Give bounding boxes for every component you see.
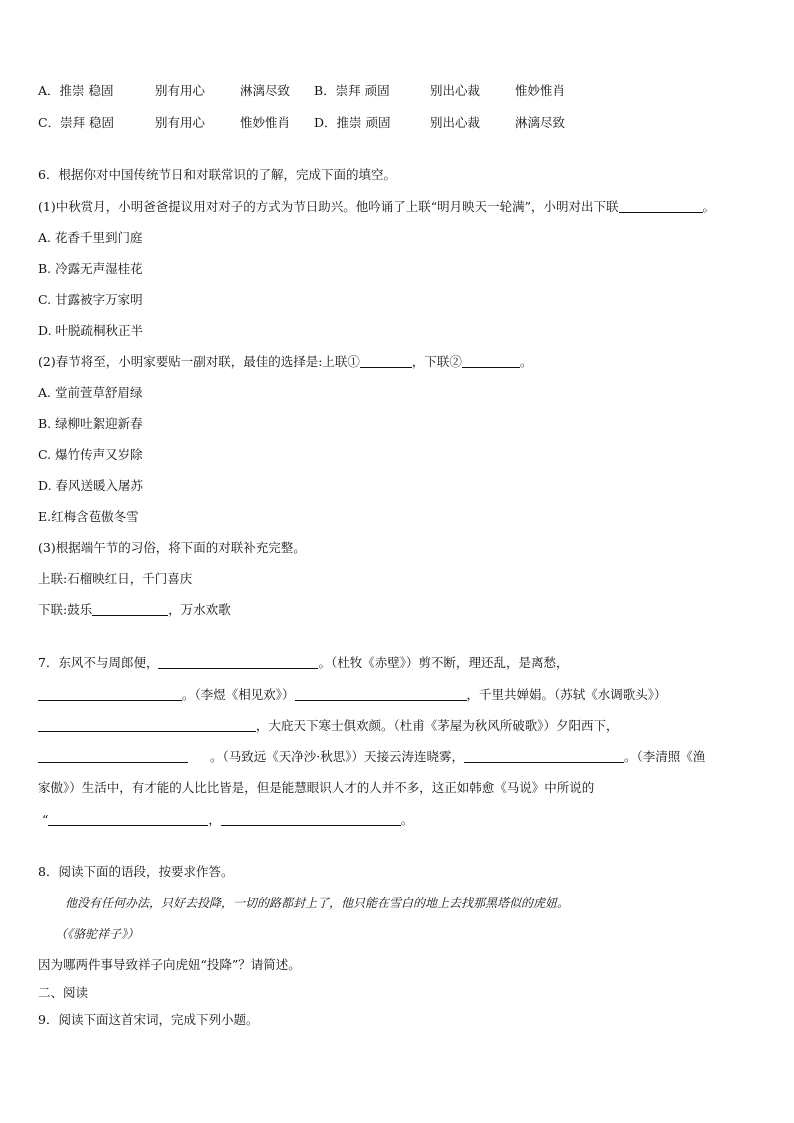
question-6-part-2 (38, 354, 532, 370)
answer-blank[interactable] (48, 813, 208, 826)
option-b-idiom-2: 惟妙惟肖 (515, 83, 566, 98)
question-6-part-3: (3)根据端午节的习俗，将下面的对联补充完整。 (38, 540, 306, 555)
option-a-idiom-2: 淋漓尽致 (240, 83, 291, 98)
option-d-idiom-2: 淋漓尽致 (515, 115, 566, 130)
answer-blank-2[interactable] (462, 355, 520, 368)
option-c-words: C．崇拜 稳固 (38, 115, 115, 130)
q7-text: 7．东风不与周郎便， (38, 655, 159, 670)
section-2-heading: 二、阅读 (38, 985, 89, 1000)
part-1-option-a: A. 花香千里到门庭 (38, 230, 143, 245)
answer-blank[interactable] (38, 688, 182, 701)
answer-blank[interactable] (38, 719, 256, 732)
question-7-line-6 (38, 812, 413, 828)
open-quote: “ (42, 812, 49, 827)
part-1-option-b: B. 冷露无声湿桂花 (38, 261, 143, 276)
question-7-line-4 (38, 749, 705, 765)
option-d-idiom-1: 别出心裁 (430, 115, 481, 130)
part-2-option-e: E.红梅含苞傲冬雪 (38, 509, 139, 524)
q7-text: 。（马致远《天净沙·秋思》）天接云涛连晓雾， (210, 749, 464, 764)
option-a-idiom-1: 别有用心 (155, 83, 206, 98)
question-8-stem: 8．阅读下面的语段，按要求作答。 (38, 864, 234, 879)
answer-blank[interactable] (221, 813, 401, 826)
option-c-idiom-1: 别有用心 (155, 115, 206, 130)
option-c-idiom-2: 惟妙惟肖 (240, 115, 291, 130)
question-7-line-5: 家傲》）生活中，有才能的人比比皆是，但是能慧眼识人才的人并不多，这正如韩愈《马说》中所说的 (38, 780, 595, 795)
couplet-upper: 上联:石榴映红日，千门喜庆 (38, 571, 193, 586)
option-a-words: A．推崇 稳固 (38, 83, 114, 98)
couplet-lower (38, 602, 231, 618)
question-8-source: （《骆驼祥子》） (55, 927, 140, 941)
question-6-stem: 6．根据你对中国传统节日和对联常识的了解，完成下面的填空。 (38, 167, 396, 182)
q7-text: ，千里共婵娟。（苏轼《水调歌头》） (466, 687, 667, 702)
part-2-option-d: D. 春风送暖入屠苏 (38, 478, 144, 493)
answer-blank[interactable] (158, 656, 318, 669)
answer-blank[interactable] (38, 750, 188, 763)
period: 。 (702, 199, 716, 214)
answer-blank[interactable] (295, 688, 467, 701)
answer-blank[interactable] (92, 603, 168, 616)
option-d-words: D．推崇 顽固 (314, 115, 391, 130)
option-b-idiom-1: 别出心裁 (430, 83, 481, 98)
answer-blank-1[interactable] (360, 355, 412, 368)
question-6-part-1 (38, 199, 715, 215)
period: 。 (519, 354, 533, 369)
part-2-option-c: C. 爆竹传声又岁除 (38, 447, 143, 462)
part-2-option-a: A. 堂前萱草舒眉绿 (38, 385, 143, 400)
couplet-lower-b: ，万水欢歌 (168, 602, 231, 617)
part-1-text: (1)中秋赏月，小明爸爸提议用对对子的方式为节日助兴。他吟诵了上联“明月映天一轮满”，小明对出下联 (38, 199, 619, 214)
comma: ， (208, 812, 221, 827)
part-2-text-b: ，下联② (411, 354, 462, 369)
question-9-stem: 9．阅读下面这首宋词，完成下列小题。 (38, 1012, 259, 1027)
part-1-option-c: C. 甘露被字万家明 (38, 292, 143, 307)
answer-blank[interactable] (464, 750, 624, 763)
q7-text: 。（杜牧《赤壁》）剪不断，理还乱，是离愁， (318, 655, 569, 670)
question-7-line-1 (38, 655, 568, 671)
question-8-ask: 因为哪两件事导致祥子向虎妞“投降”？请简述。 (38, 957, 301, 972)
answer-blank[interactable] (619, 200, 703, 213)
q7-text: 。（李清照《渔 (623, 749, 706, 764)
option-b-words: B．崇拜 顽固 (314, 83, 390, 98)
q7-text: ，大庇天下寒士俱欢颜。（杜甫《茅屋为秋风所破歌》）夕阳西下， (256, 718, 619, 733)
part-2-text: (2)春节将至，小明家要贴一副对联，最佳的选择是:上联① (38, 354, 360, 369)
question-8-quote: 他没有任何办法，只好去投降，一切的路都封上了，他只能在雪白的地上去找那黑塔似的虎妞。 (65, 896, 570, 910)
period: 。 (400, 812, 414, 827)
question-7-line-2 (38, 687, 667, 703)
part-1-option-d: D. 叶脱疏桐秋正半 (38, 323, 144, 338)
part-2-option-b: B. 绿柳吐絮迎新春 (38, 416, 143, 431)
couplet-lower-a: 下联:鼓乐 (38, 602, 93, 617)
q7-text: 。（李煜《相见欢》） (182, 687, 295, 702)
question-7-line-3 (38, 718, 619, 734)
